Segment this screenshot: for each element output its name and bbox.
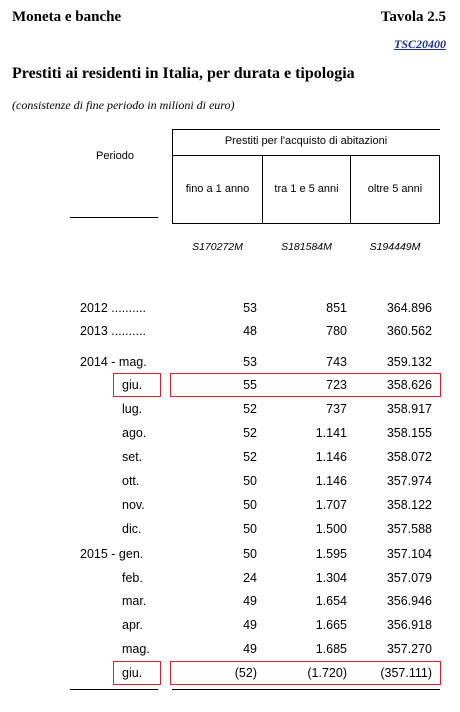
row-month: set. [122, 450, 143, 464]
table-number: Tavola 2.5 [380, 9, 446, 25]
highlight-box-values [170, 373, 441, 397]
table-row [0, 446, 460, 468]
row-month: dic. [122, 522, 142, 536]
row-month: giu. [122, 378, 143, 392]
table-row [0, 398, 460, 420]
table-row [0, 422, 460, 444]
value-tra-1-5-anni: 1.665 [315, 618, 347, 632]
column-header: oltre 5 anni [367, 183, 423, 195]
value-oltre-5-anni: 358.626 [386, 378, 432, 392]
value-oltre-5-anni: 358.155 [386, 426, 432, 440]
row-month: mag. [122, 642, 150, 656]
value-tra-1-5-anni: 1.685 [315, 642, 347, 656]
highlight-box-period [113, 661, 161, 685]
value-oltre-5-anni: 356.946 [386, 594, 432, 608]
value-fino-1-anno: 48 [243, 324, 257, 338]
value-fino-1-anno: 53 [243, 301, 257, 315]
header-bottom-rule [172, 223, 440, 224]
value-tra-1-5-anni: 1.707 [315, 498, 347, 512]
header-col-divider [439, 155, 440, 224]
value-fino-1-anno: 50 [243, 547, 257, 561]
value-fino-1-anno: 52 [243, 450, 257, 464]
value-tra-1-5-anni: 780 [326, 324, 347, 338]
value-fino-1-anno: 55 [243, 378, 257, 392]
table-title: Prestiti ai residenti in Italia, per durata e tipologia [12, 65, 355, 82]
table-row [0, 351, 460, 373]
row-month: ott. [122, 474, 140, 488]
value-tra-1-5-anni: 737 [326, 402, 347, 416]
value-oltre-5-anni: 360.562 [386, 324, 432, 338]
table-row [0, 590, 460, 612]
column-header: fino a 1 anno [185, 183, 250, 195]
value-tra-1-5-anni: 1.595 [315, 547, 347, 561]
table-subtitle: (consistenze di fine periodo in milioni di euro) [12, 98, 235, 112]
value-tra-1-5-anni: 1.141 [315, 426, 347, 440]
value-oltre-5-anni: 357.270 [386, 642, 432, 656]
highlight-box-values [170, 661, 441, 685]
table-row [0, 494, 460, 516]
row-period: 2013 .......... [80, 324, 147, 338]
value-fino-1-anno: 50 [243, 498, 257, 512]
value-fino-1-anno: (52) [234, 666, 257, 680]
header-top-rule [172, 129, 440, 130]
value-fino-1-anno: 50 [243, 474, 257, 488]
table-row [0, 297, 460, 319]
value-oltre-5-anni: 364.896 [386, 301, 432, 315]
highlight-box-period [113, 373, 161, 397]
value-oltre-5-anni: 357.079 [386, 571, 432, 585]
row-month: ago. [122, 426, 147, 440]
value-oltre-5-anni: 357.974 [386, 474, 432, 488]
table-bottom-rule [172, 689, 440, 690]
value-fino-1-anno: 24 [243, 571, 257, 585]
column-header: tra 1 e 5 anni [274, 183, 339, 195]
value-oltre-5-anni: 357.104 [386, 547, 432, 561]
row-month: mar. [122, 594, 147, 608]
row-period: 2012 .......... [80, 301, 147, 315]
value-oltre-5-anni: 356.918 [386, 618, 432, 632]
table-row [0, 518, 460, 540]
value-tra-1-5-anni: 723 [326, 378, 347, 392]
group-header: Prestiti per l'acquisto di abitazioni [224, 135, 388, 147]
value-oltre-5-anni: 358.072 [386, 450, 432, 464]
table-row [0, 567, 460, 589]
value-fino-1-anno: 52 [243, 426, 257, 440]
series-code: S170272M [192, 241, 243, 253]
value-oltre-5-anni: 357.588 [386, 522, 432, 536]
value-oltre-5-anni: (357.111) [380, 666, 432, 680]
value-tra-1-5-anni: (1.720) [307, 666, 347, 680]
header-col-divider [172, 129, 173, 224]
value-oltre-5-anni: 358.122 [386, 498, 432, 512]
table-row [0, 470, 460, 492]
value-tra-1-5-anni: 1.500 [315, 522, 347, 536]
row-month: apr. [122, 618, 143, 632]
period-footer-rule [70, 689, 158, 690]
period-header-rule [70, 217, 158, 218]
table-row [0, 638, 460, 660]
series-code: S194449M [369, 241, 421, 253]
value-fino-1-anno: 52 [243, 402, 257, 416]
value-tra-1-5-anni: 743 [326, 355, 347, 369]
group-header-rule [172, 155, 440, 156]
row-month: nov. [122, 498, 145, 512]
value-tra-1-5-anni: 1.146 [315, 450, 347, 464]
value-tra-1-5-anni: 851 [326, 301, 347, 315]
table-row [0, 614, 460, 636]
row-period: 2015 - gen. [80, 547, 144, 561]
value-fino-1-anno: 53 [243, 355, 257, 369]
value-fino-1-anno: 49 [243, 594, 257, 608]
row-month: lug. [122, 402, 143, 416]
value-tra-1-5-anni: 1.304 [315, 571, 347, 585]
table-row [0, 543, 460, 565]
value-oltre-5-anni: 358.917 [386, 402, 432, 416]
period-header: Periodo [96, 150, 134, 162]
row-month: feb. [122, 571, 143, 585]
table-code-link[interactable]: TSC20400 [393, 37, 446, 51]
value-fino-1-anno: 50 [243, 522, 257, 536]
value-oltre-5-anni: 359.132 [386, 355, 432, 369]
row-period: 2014 - mag. [80, 355, 147, 369]
value-fino-1-anno: 49 [243, 618, 257, 632]
section-title: Moneta e banche [12, 9, 122, 25]
value-fino-1-anno: 49 [243, 642, 257, 656]
series-code: S181584M [281, 241, 332, 253]
table-row [0, 320, 460, 342]
row-month: giu. [122, 666, 143, 680]
value-tra-1-5-anni: 1.654 [315, 594, 347, 608]
value-tra-1-5-anni: 1.146 [315, 474, 347, 488]
